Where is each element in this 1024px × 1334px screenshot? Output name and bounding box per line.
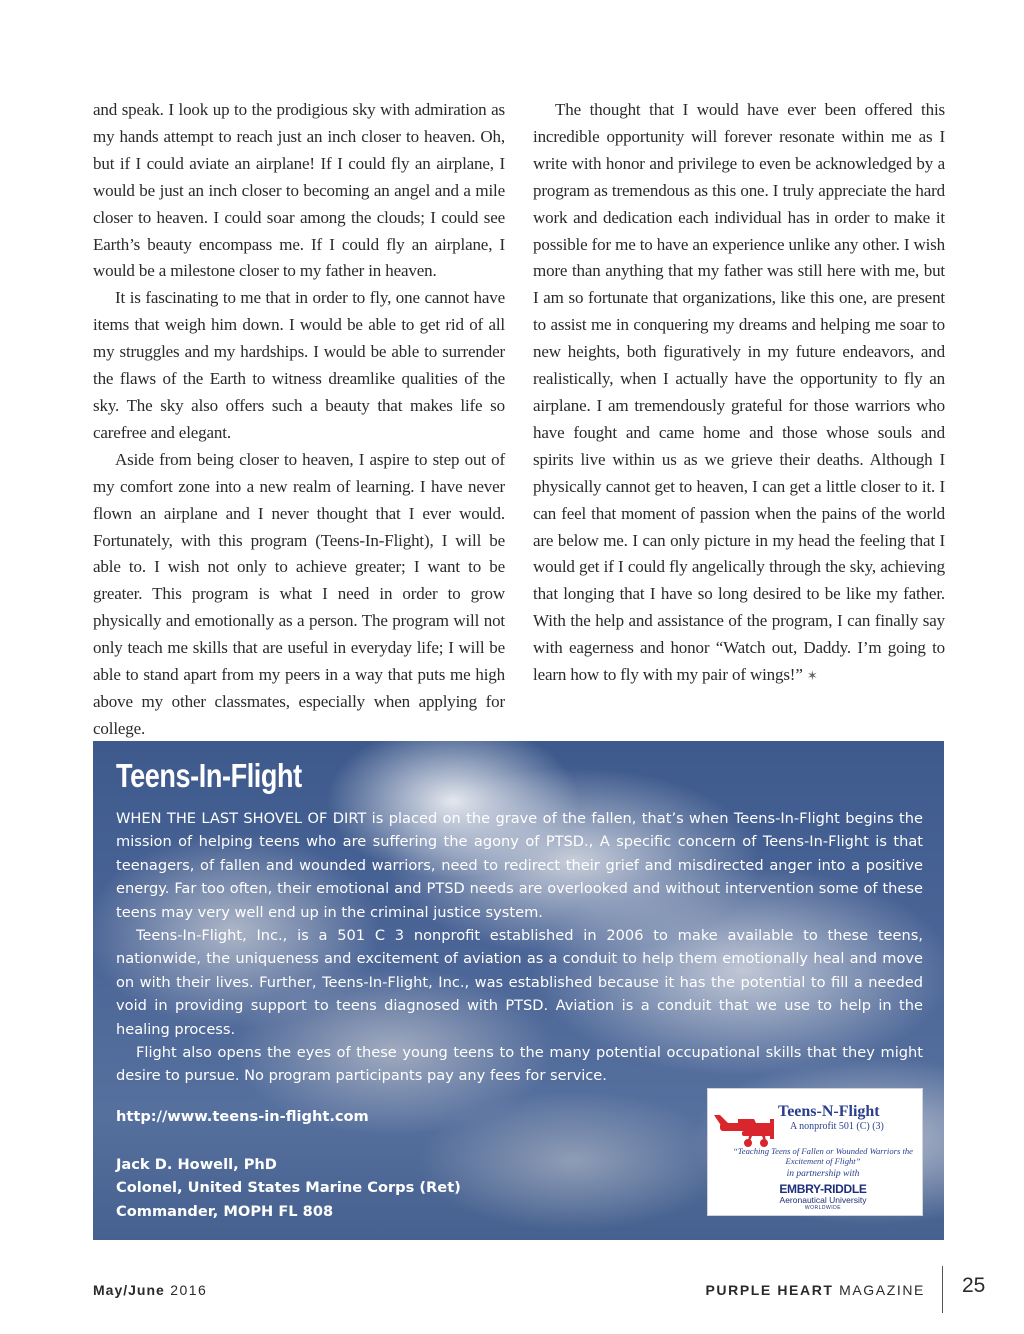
issue-year: 2016 [170, 1282, 208, 1298]
signature-block [116, 1153, 461, 1223]
magazine-name-rest: MAGAZINE [839, 1282, 925, 1298]
logo-title: Teens-N-Flight [778, 1103, 880, 1120]
magazine-name-bold: PURPLE HEART [705, 1282, 834, 1298]
logo-partner-label: in partnership with [786, 1169, 860, 1179]
article-body [93, 97, 945, 738]
website-link[interactable]: http://www.teens-in-flight.com [116, 1108, 369, 1125]
sidebar-paragraph: WHEN THE LAST SHOVEL OF DIRT is placed on the grave of the fallen, that’s when Teens-In-Flight begins the mission of helping teens who are suffering the agony of PTSD., A specific concern of Teens-In-Flight is that teenagers, of fallen and wounded warriors, need to redirect their grief and misdirected anger into a positive energy. Far too often, their emotional and PTSD needs are overlooked and without intervention some of these teens may very well end up in the criminal justice system. [116, 810, 923, 921]
sidebar-paragraph: Teens-In-Flight, Inc., is a 501 C 3 nonprofit established in 2006 to make available to these teens, nationwide, the uniqueness and excitement of aviation as a conduit to help them emotionally heal and move on with their lives. Further, Teens-In-Flight, Inc., was established because it has the potential to fill a needed void in providing support to teens diagnosed with PTSD. Aviation is a conduit that we use to help in the healing process. [116, 927, 923, 1038]
article-paragraph: It is fascinating to me that in order to fly, one cannot have items that weigh him down. I would be able to get rid of all my struggles and my hardships. I would be able to surrender the flaws of the Earth to witness dreamlike qualities of the sky. The sky also offers such a beauty that makes life so carefree and elegant. [93, 288, 505, 442]
page-number: 25 [962, 1274, 986, 1297]
end-mark-icon: ✶ [806, 669, 818, 685]
article-left-column [93, 97, 505, 738]
signature-rank: Colonel, United States Marine Corps (Ret) [116, 1179, 461, 1197]
sidebar-body [116, 807, 923, 1088]
sidebar-paragraph: Flight also opens the eyes of these young teens to the many potential occupational skills that they might desire to pursue. No program participants pay any fees for service. [116, 1044, 923, 1085]
logo-partner-sub: Aeronautical University [779, 1195, 867, 1205]
article-right-column [533, 97, 945, 722]
issue-date [93, 1282, 207, 1298]
issue-month: May/June [93, 1282, 165, 1298]
logo-partner-name: EMBRY-RIDDLE [779, 1182, 867, 1196]
signature-name: Jack D. Howell, PhD [116, 1156, 277, 1173]
magazine-name [705, 1282, 925, 1298]
teens-n-flight-logo [707, 1088, 923, 1216]
article-paragraph: The thought that I would have ever been offered this incredible opportunity will forever resonate within me as I write with honor and privilege to even be acknowledged by a program as tremendous as this one. I truly appreciate the hard work and dedication each individual has in order to make it possible for me to have an experience unlike any other. I wish more than anything that my father was still here with me, but I am so fortunate that organizations, like this one, are present to assist me in conquering my dreams and helping me soar to new heights, both figuratively in my future endeavors, and realistically, when I actually have the opportunity to fly an airplane. I am tremendously grateful for those warriors who have fought and came home and those whose souls and spirits live within us as we grieve their deaths. Although I physically cannot get to heaven, I can get a little closer to it. I can feel that moment of passion when the pains of the world are below me. I can only picture in my head the feeling that I would get if I could fly angelically through the sky, achieving that longing that I have so long desired to be like my father. With the help and assistance of the program, I can finally say with eagerness and honor “Watch out, Daddy. I’m going to learn how to fly with my pair of wings!” [533, 100, 945, 685]
logo-quote: “Teaching Teens of Fallen or Wounded Warriors the Excitement of Flight” [733, 1146, 913, 1166]
logo-subtitle: A nonprofit 501 (C) (3) [790, 1121, 884, 1132]
teens-in-flight-sidebar [93, 741, 944, 1240]
signature-role: Commander, MOPH FL 808 [116, 1202, 334, 1220]
footer-divider [942, 1266, 943, 1313]
article-paragraph: and speak. I look up to the prodigious sky with admiration as my hands attempt to reach just an inch closer to heaven. Oh, but if I could aviate an airplane! If I could fly an airplane, I would be just an inch closer to becoming an angel and a mile closer to heaven. I could soar among the clouds; I could see Earth’s beauty encompass me. If I could fly an airplane, I would be a milestone closer to my father in heaven. [93, 100, 505, 281]
logo-partner-tag: WORLDWIDE [804, 1205, 842, 1211]
sidebar-title: Teens-In-Flight [116, 757, 302, 794]
article-paragraph: Aside from being closer to heaven, I aspire to step out of my comfort zone into a new realm of learning. I have never flown an airplane and I never thought that I ever would. Fortunately, with this program (Teens-In-Flight), I will be able to. I wish not only to achieve greater; I want to be greater. This program is what I need in order to grow physically and emotionally as a person. The program will not only teach me skills that are useful in everyday life; I will be able to stand apart from my peers in a way that puts me high above my other classmates, especially when applying for college. [93, 449, 505, 738]
